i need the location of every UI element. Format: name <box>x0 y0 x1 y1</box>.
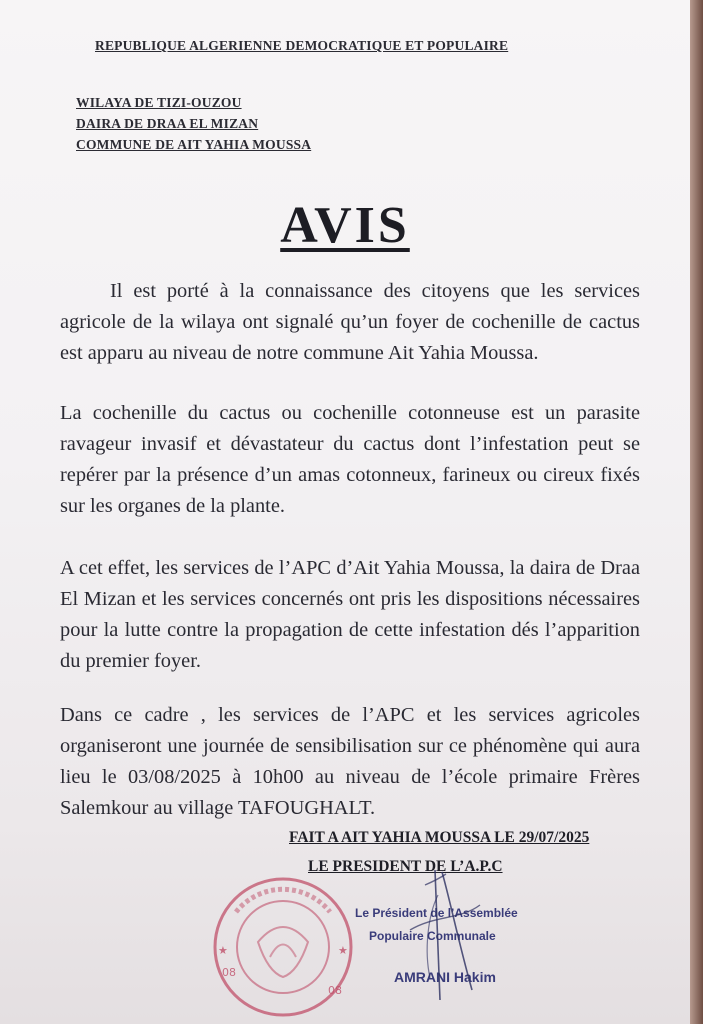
document-title: AVIS <box>280 197 410 254</box>
stamp-line-1: Le Président de l’Assemblée <box>355 906 518 920</box>
official-seal <box>208 872 358 1022</box>
handwritten-signature <box>380 860 530 1010</box>
seal-number-right: 08 <box>328 984 342 997</box>
paragraph-measures: A cet effet, les services de l’APC d’Ait Yahia Moussa, la daira de Draa El Mizan et les services concernés ont pris les dispositions nécessaires pour la lutte contre la propagation de cette infestation dés l’apparition du premier foyer. <box>60 557 640 672</box>
stamp-name: AMRANI Hakim <box>394 969 496 985</box>
paragraph-awareness-day: Dans ce cadre , les services de l’APC et les services agricoles organiseront une journée de sensibilisation sur ce phénomène qui aura lieu le 03/08/2025 à 10h00 au niveau de l’école primaire Frères Salemkour au village TAFOUGHALT. <box>60 704 640 819</box>
republic-header: REPUBLIQUE ALGERIENNE DEMOCRATIQUE ET POPULAIRE <box>95 38 509 53</box>
stamp-line-2: Populaire Communale <box>369 929 496 943</box>
daira-line: DAIRA DE DRAA EL MIZAN <box>76 116 259 131</box>
wilaya-line: WILAYA DE TIZI-OUZOU <box>76 95 242 110</box>
signatory-title: LE PRESIDENT DE L’A.P.C <box>308 858 503 875</box>
commune-line: COMMUNE DE AIT YAHIA MOUSSA <box>76 137 312 152</box>
seal-number-left: 08 <box>222 966 236 979</box>
svg-text:★: ★ <box>218 944 228 957</box>
svg-text:★: ★ <box>338 944 348 957</box>
paragraph-description: La cochenille du cactus ou cochenille cotonneuse est un parasite ravageur invasif et dévastateur du cactus dont l’infestation peut se repérer par la présence d’un amas cotonneux, farineux ou cireux fixés sur les organes de la plante. <box>60 402 640 517</box>
paragraph-announcement: Il est porté à la connaissance des citoyens que les services agricole de la wilaya ont signalé qu’un foyer de cochenille de cactus est apparu au niveau de notre commune Ait Yahia Moussa. <box>60 280 640 364</box>
page-edge-shadow <box>690 0 703 1024</box>
place-date-line: FAIT A AIT YAHIA MOUSSA LE 29/07/2025 <box>289 829 590 846</box>
